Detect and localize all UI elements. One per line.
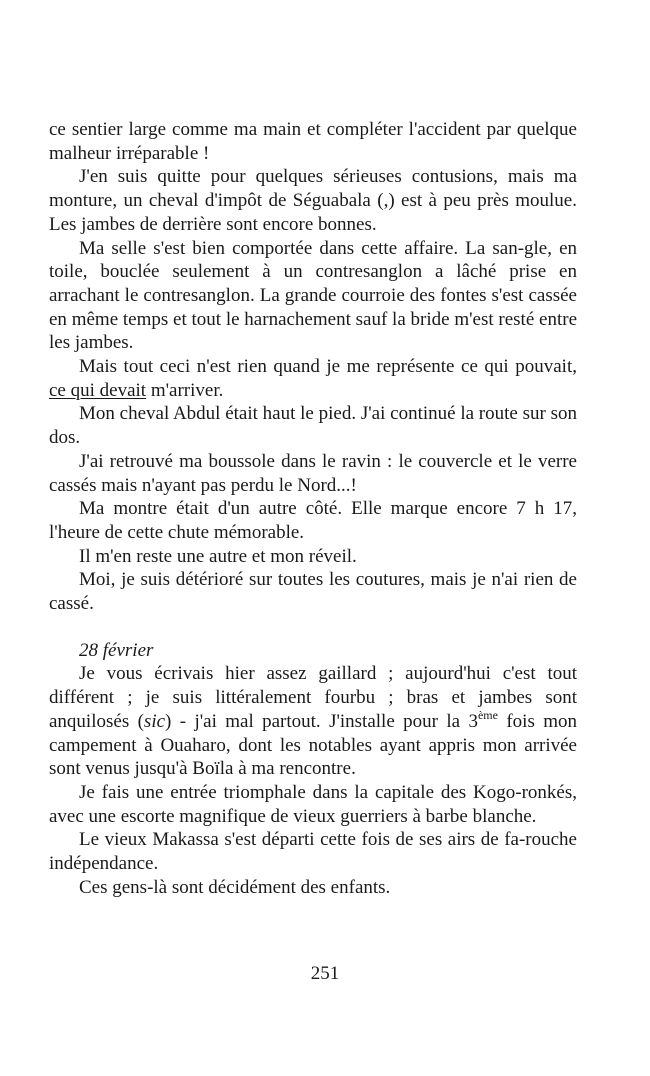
paragraph: J'en suis quitte pour quelques sérieuses contusions, mais ma monture, un cheval d'impôt de Séguabala (,) est à peu près moulue. Les jambes de derrière sont encore bonnes. — [49, 166, 577, 235]
paragraph: Le vieux Makassa s'est départi cette fois de ses airs de fa-rouche indépendance. — [49, 829, 577, 875]
text-run: m'arriver. — [146, 379, 224, 401]
paragraph: Ces gens-là sont décidément des enfants. — [79, 876, 391, 898]
paragraph-sic — [49, 662, 577, 781]
page-body — [49, 118, 577, 900]
paragraph: Il m'en reste une autre et mon réveil. — [79, 545, 357, 567]
text-run: fois mon campement à Ouaharo, dont les notables ayant appris mon arrivée sont venus jusqu'à Boïla à ma rencontre. — [49, 710, 577, 780]
paragraph-underlined — [49, 355, 577, 402]
text-run: Mais tout ceci n'est rien quand je me représente ce qui pouvait, — [79, 356, 577, 378]
italic-text: sic — [143, 710, 166, 732]
page-number: 251 — [310, 963, 340, 984]
paragraph: Ma montre était d'un autre côté. Elle marque encore 7 h 17, l'heure de cette chute mémorable. — [49, 498, 577, 543]
text-run: ) - j'ai mal partout. J'installe pour la 3 — [165, 710, 478, 732]
paragraph: Je fais une entrée triomphale dans la capitale des Kogo-ronkés, avec une escorte magnifique de vieux guerriers à barbe blanche. — [49, 781, 577, 827]
paragraph: Mon cheval Abdul était haut le pied. J'ai continué la route sur son dos. — [49, 403, 577, 449]
text-run: Je vous écrivais hier assez gaillard ; aujourd'hui c'est tout différent ; je suis littéralement fourbu ; bras et jambes sont anquilosés ( — [49, 663, 577, 732]
paragraph: ce sentier large comme ma main et compléter l'accident par quelque malheur irréparable ! — [49, 119, 577, 164]
paragraph: Moi, je suis détérioré sur toutes les coutures, mais je n'ai rien de cassé. — [49, 569, 577, 615]
paragraph: J'ai retrouvé ma boussole dans le ravin : le couvercle et le verre cassés mais n'ayant pas perdu le Nord...! — [49, 450, 577, 496]
superscript: ème — [477, 707, 498, 722]
paragraph: Ma selle s'est bien comportée dans cette affaire. La san-gle, en toile, bouclée seulement à un contresanglon a lâché prise en arrachant le contresanglon. La grande courroie des fontes s'est cassée en même temps et tout le harnachement sauf la bride m'est resté entre les jambes. — [49, 237, 577, 354]
underlined-text: ce qui devait — [49, 379, 147, 401]
date-heading: 28 février — [79, 639, 154, 661]
